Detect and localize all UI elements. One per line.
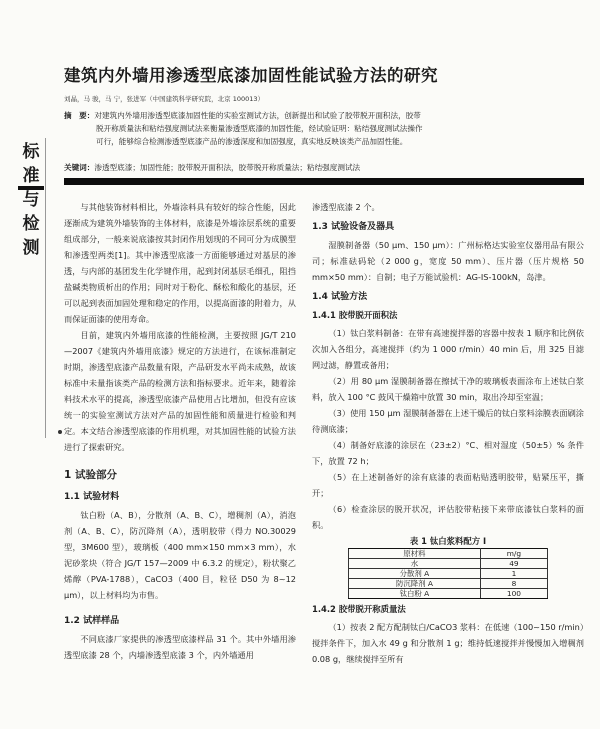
subsection-heading-materials: 1.1 试验材料 (64, 492, 120, 502)
method-step-2: （2）用 80 μm 湿膜制备器在擦拭干净的玻璃板表面涂布上述钛白浆料，放入 100 °C 鼓风干燥箱中放置 30 min，取出冷却至室温； (312, 376, 584, 402)
abstract (64, 110, 584, 148)
subsection-heading-samples: 1.2 试样样品 (64, 616, 120, 626)
abstract-line-3: 可行，能够综合检测渗透型底漆产品的渗透深度和加固强度，真实地反映该类产品加固性能。 (96, 136, 408, 146)
intro-paragraph-2: 目前，建筑内外墙用底漆的性能检测，主要按照 JG/T 210—2007《建筑内外墙用底漆》规定的方法进行，在该标准制定时期，渗透型底漆产品数量有限，产品研发水平尚未成熟，故该标准中未量指该类产品的检测方法和指标要求。近年来，随着涂料技术水平的提高，渗透型底漆产品使用占比增加，但没有应该统一的实验室测试方法对产品的加固性能和质量进行检验和判定。本文结合渗透型底漆的作用机理，对其加固性能的试验方法进行了探索研究。 (64, 330, 296, 452)
section-heading-experiment: 1 试验部分 (64, 469, 117, 481)
method-step-5: （5）在上述制备好的涂有底漆的表面粘贴透明胶带，贴紧压平，撕开； (312, 472, 584, 498)
samples-paragraph: 不同底漆厂家提供的渗透型底漆样品 31 个。其中外墙用渗透型底漆 28 个，内墙渗透型底漆 3 个，内外墙通用 (64, 634, 296, 660)
abstract-line-2: 脱开称质量法和粘结强度测试法来衡量渗透型底漆的加固性能，经试验证明：粘结强度测试法操作 (96, 123, 423, 133)
method-step-3: （3）使用 150 μm 湿膜制备器在上述干燥后的钛白浆料涂膜表面刷涂待测底漆； (312, 408, 584, 434)
subsection-heading-methods: 1.4 试验方法 (312, 292, 368, 302)
table-row (349, 569, 548, 579)
author-line: 刘晶，马 骏，马 宁，张进军（中国建筑科学研究院，北京 100013） (64, 95, 265, 103)
method-step-6: （6）检查涂层的脱开状况，评估胶带粘接下来带底漆钛白浆料的面积。 (312, 504, 584, 530)
section-tag (16, 140, 46, 260)
table-cell: 8 (480, 579, 547, 589)
table-caption: 表 1 钛白浆料配方 I (409, 536, 487, 546)
header-rule (64, 178, 584, 185)
keywords (64, 162, 584, 173)
method-step-1: （1）钛白浆料制备：在带有高速搅拌器的容器中按表 1 顺序和比例依次加入各组分，高速搅拌（约为 1 000 r/min）40 min 后，用 325 目滤网过滤，静置或备用； (312, 328, 584, 370)
margin-line (45, 138, 46, 438)
formula-table (348, 548, 548, 599)
table-cell: 49 (480, 559, 547, 569)
table-row (349, 589, 548, 599)
left-column (64, 199, 296, 663)
materials-paragraph: 钛白粉（A、B），分散剂（A、B、C），增稠剂（A），消泡剂（A、B、C），防沉降剂（A），透明胶带（得力 NO.30029 型，3M600 型），玻璃板（400 mm×150 mm×3 mm），水泥砂浆块（符合 JG/T 157—2009 中 6.3.2 的规定），粉状聚乙烯醇（PVA-1788），CaCO3（400 目，粒径 D50 为 8~12 μm），以上材料均为市售。 (64, 510, 296, 600)
keywords-text: 渗透型底漆；加固性能；胶带脱开面积法，胶带脱开称质量法；粘结强度测试法 (94, 163, 361, 172)
table-row (349, 579, 548, 589)
formula-table-block (312, 535, 584, 599)
equipment-paragraph: 湿膜制备器（50 μm、150 μm）：广州标格达实验室仪器用品有限公司；标准砝码轮（2 000 g，宽度 50 mm）、压片器（压片规格 50 mm×50 mm）：自制；电子万能试验机：AG-IS-100kN，岛津。 (312, 240, 584, 282)
page-title: 建筑内外墙用渗透型底漆加固性能试验方法的研究 (64, 66, 438, 85)
section-tag-char: 与 (22, 190, 40, 210)
table-header-row (349, 549, 548, 559)
subsubsection-heading-tape-area: 1.4.1 胶带脱开面积法 (312, 310, 398, 320)
table-header-cell: 原材料 (349, 549, 481, 559)
method-step-4: （4）制备好底漆的涂层在（23±2）°C、相对湿度（50±5）% 条件下，放置 72 h； (312, 440, 584, 466)
keywords-label: 关键词： (64, 163, 95, 172)
table-cell: 钛白粉 A (349, 589, 481, 599)
section-tag-char: 准 (22, 166, 40, 186)
mass-method-paragraph: （1）按表 2 配方配制钛白/CaCO3 浆料：在低速（100~150 r/min）搅拌条件下，加入水 49 g 和分散剂 1 g；维持低速搅拌并慢慢加入增稠剂 0.08 g，继续搅拌至所有 (312, 622, 584, 664)
right-column (312, 199, 584, 667)
table-cell: 1 (480, 569, 547, 579)
subsection-heading-equipment: 1.3 试验设备及器具 (312, 222, 395, 232)
table-header-cell: m/g (480, 549, 547, 559)
intro-paragraph-1: 与其他装饰材料相比，外墙涂料具有较好的综合性能，因此逐渐成为建筑外墙装饰的主体材料，底漆是外墙涂层系统的重要组成部分，一般来说底漆按其封闭作用划现的不同可分为成膜型和渗透型两类[1]。其中渗透型底漆一方面能够通过对基层的渗透，与内部的基团发生化学键作用，起到封闭基层毛细孔，阻挡盐碱类物质析出的作用；同时对于粉化、酥松和酸化的基层，还可以起到表面加固处理和稳定的作用，以提高面漆的附着力，从而保证面漆的使用寿命。 (64, 202, 296, 324)
section-tag-char: 标 (22, 142, 40, 162)
margin-dot (58, 430, 62, 434)
abstract-line-1: 对建筑内外墙用渗透型底漆加固性能的实验室测试方法，创新提出和试验了胶带脱开面积法，胶带 (94, 111, 421, 120)
section-tag-char: 测 (22, 238, 40, 258)
section-tag-char: 检 (22, 214, 40, 234)
table-cell: 水 (349, 559, 481, 569)
section-tag-bar (18, 186, 44, 190)
subsubsection-heading-tape-mass: 1.4.2 胶带脱开称质量法 (312, 604, 406, 614)
samples-continued: 渗透型底漆 2 个。 (312, 202, 380, 212)
abstract-label: 摘 要： (64, 111, 95, 120)
table-cell: 防沉降剂 A (349, 579, 481, 589)
table-row (349, 559, 548, 569)
table-cell: 100 (480, 589, 547, 599)
table-cell: 分散剂 A (349, 569, 481, 579)
